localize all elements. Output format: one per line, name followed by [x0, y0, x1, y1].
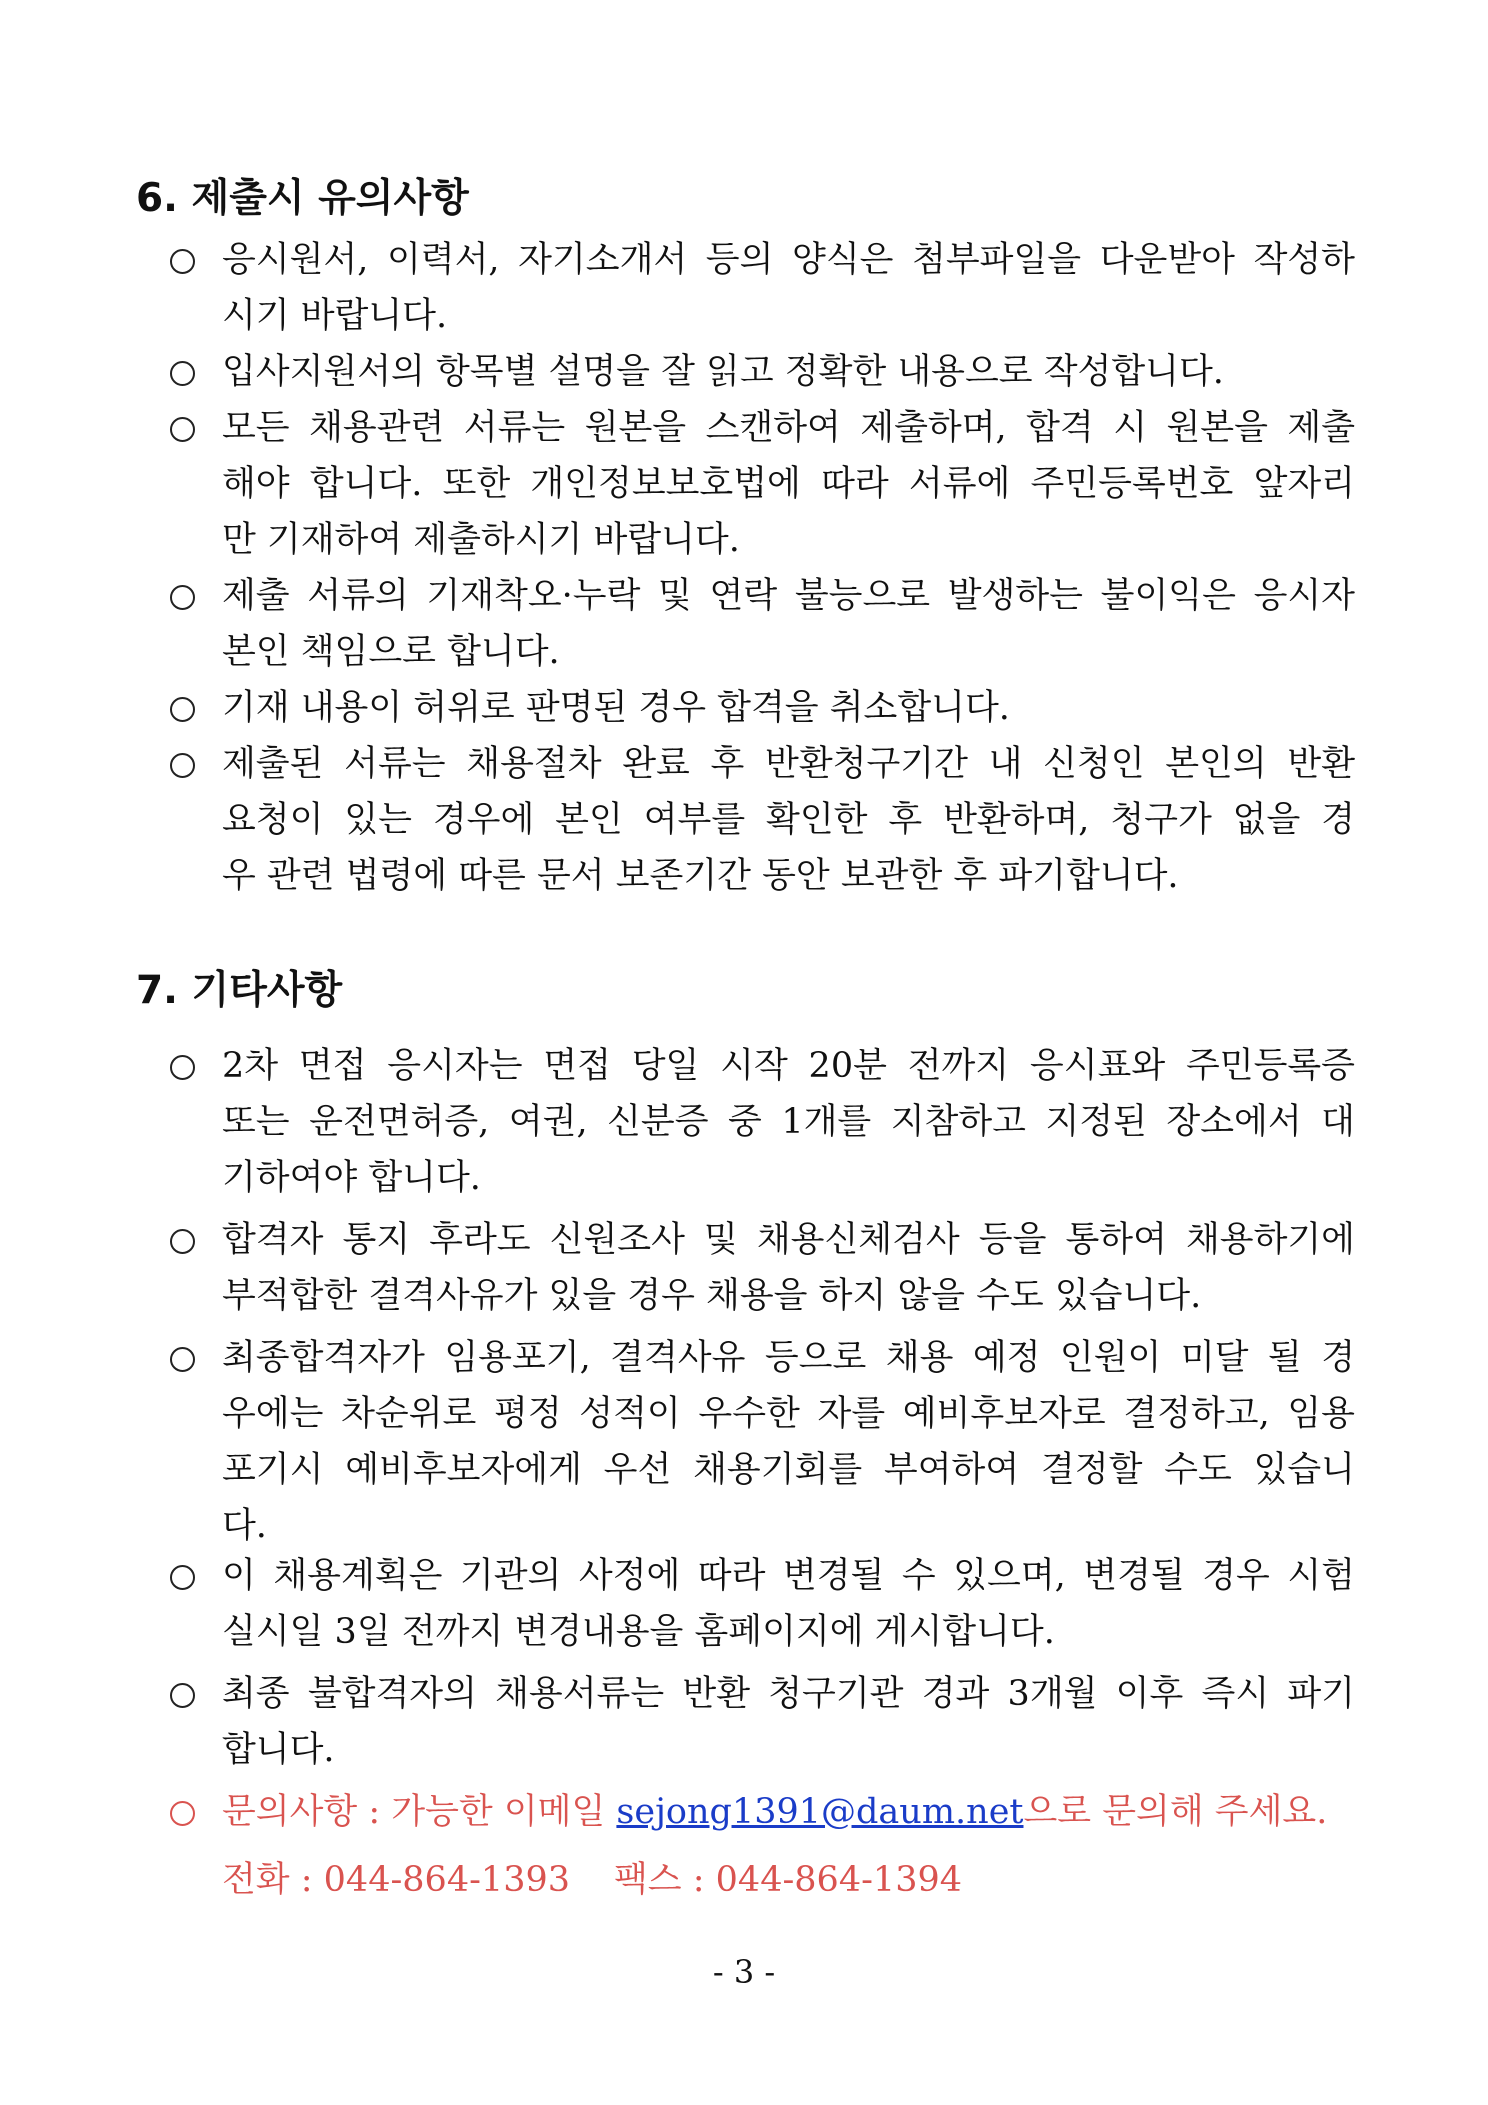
- circle-bullet-icon: [170, 1565, 195, 1590]
- item-line: 최종합격자가 임용포기, 결격사유 등으로 채용 예정 인원이 미달 될 경: [222, 1338, 1355, 1378]
- item-line: 실시일 3일 전까지 변경내용을 홈페이지에 게시합니다.: [222, 1612, 1055, 1652]
- item-line: 우 관련 법령에 따른 문서 보존기간 동안 보관한 후 파기합니다.: [222, 856, 1179, 896]
- list-item: [170, 568, 1355, 680]
- contact-suffix: 으로 문의해 주세요.: [1023, 1792, 1328, 1832]
- item-line: 다.: [222, 1506, 267, 1546]
- list-item: [170, 736, 1355, 904]
- item-line: 제출된 서류는 채용절차 완료 후 반환청구기간 내 신청인 본인의 반환: [222, 744, 1355, 784]
- page-number: - 3 -: [712, 1953, 776, 1991]
- item-line: 우에는 차순위로 평정 성적이 우수한 자를 예비후보자로 결정하고, 임용: [222, 1394, 1355, 1434]
- item-line: 최종 불합격자의 채용서류는 반환 청구기관 경과 3개월 이후 즉시 파기: [222, 1674, 1355, 1714]
- item-line: 합니다.: [222, 1730, 335, 1770]
- list-item: [170, 1548, 1355, 1660]
- item-line: 본인 책임으로 합니다.: [222, 632, 560, 672]
- circle-bullet-icon: [170, 1347, 195, 1372]
- item-line: 부적합한 결격사유가 있을 경우 채용을 하지 않을 수도 있습니다.: [222, 1276, 1202, 1316]
- item-line: 만 기재하여 제출하시기 바랍니다.: [222, 520, 740, 560]
- item-line: 입사지원서의 항목별 설명을 잘 읽고 정확한 내용으로 작성합니다.: [222, 352, 1224, 392]
- circle-bullet-icon: [170, 1801, 195, 1826]
- circle-bullet-icon: [170, 1683, 195, 1708]
- circle-bullet-icon: [170, 1055, 195, 1080]
- list-item: [170, 400, 1355, 568]
- circle-bullet-icon: [170, 249, 195, 274]
- section-heading-other-matters: 7. 기타사항: [136, 968, 343, 1013]
- item-line: 또는 운전면허증, 여권, 신분증 중 1개를 지참하고 지정된 장소에서 대: [222, 1102, 1355, 1142]
- section-heading-submission-notes: 6. 제출시 유의사항: [136, 176, 469, 221]
- item-line: 제출 서류의 기재착오·누락 및 연락 불능으로 발생하는 불이익은 응시자: [222, 576, 1355, 616]
- contact-phone-line: [170, 1852, 1355, 1908]
- contact-info: [170, 1784, 1355, 1908]
- item-line: 이 채용계획은 기관의 사정에 따라 변경될 수 있으며, 변경될 경우 시험: [222, 1556, 1355, 1596]
- item-line: 기하여야 합니다.: [222, 1158, 481, 1198]
- item-line: 포기시 예비후보자에게 우선 채용기회를 부여하여 결정할 수도 있습니: [222, 1450, 1355, 1490]
- list-item: [170, 1038, 1355, 1206]
- item-line: 시기 바랍니다.: [222, 296, 448, 336]
- item-line: 모든 채용관련 서류는 원본을 스캔하여 제출하며, 합격 시 원본을 제출: [222, 408, 1355, 448]
- list-item: [170, 1666, 1355, 1778]
- item-line: 해야 합니다. 또한 개인정보보호법에 따라 서류에 주민등록번호 앞자리: [222, 464, 1355, 504]
- item-line: 응시원서, 이력서, 자기소개서 등의 양식은 첨부파일을 다운받아 작성하: [222, 240, 1355, 280]
- circle-bullet-icon: [170, 361, 195, 386]
- circle-bullet-icon: [170, 697, 195, 722]
- list-item: [170, 680, 1355, 736]
- email-link[interactable]: sejong1391@daum.net: [616, 1792, 1024, 1832]
- circle-bullet-icon: [170, 585, 195, 610]
- circle-bullet-icon: [170, 417, 195, 442]
- list-item: [170, 232, 1355, 344]
- contact-prefix: 문의사항 : 가능한 이메일: [222, 1792, 617, 1832]
- circle-bullet-icon: [170, 753, 195, 778]
- circle-bullet-icon: [170, 1229, 195, 1254]
- item-line: 합격자 통지 후라도 신원조사 및 채용신체검사 등을 통하여 채용하기에: [222, 1220, 1355, 1260]
- list-item: [170, 344, 1355, 400]
- contact-line: [170, 1784, 1355, 1840]
- list-item: [170, 1330, 1355, 1554]
- phone-number: 전화 : 044-864-1393: [222, 1860, 570, 1900]
- list-item: [170, 1212, 1355, 1324]
- item-line: 기재 내용이 허위로 판명된 경우 합격을 취소합니다.: [222, 688, 1010, 728]
- item-line: 2차 면접 응시자는 면접 당일 시작 20분 전까지 응시표와 주민등록증: [222, 1046, 1355, 1086]
- fax-number: 팩스 : 044-864-1394: [614, 1860, 962, 1900]
- item-line: 요청이 있는 경우에 본인 여부를 확인한 후 반환하며, 청구가 없을 경: [222, 800, 1355, 840]
